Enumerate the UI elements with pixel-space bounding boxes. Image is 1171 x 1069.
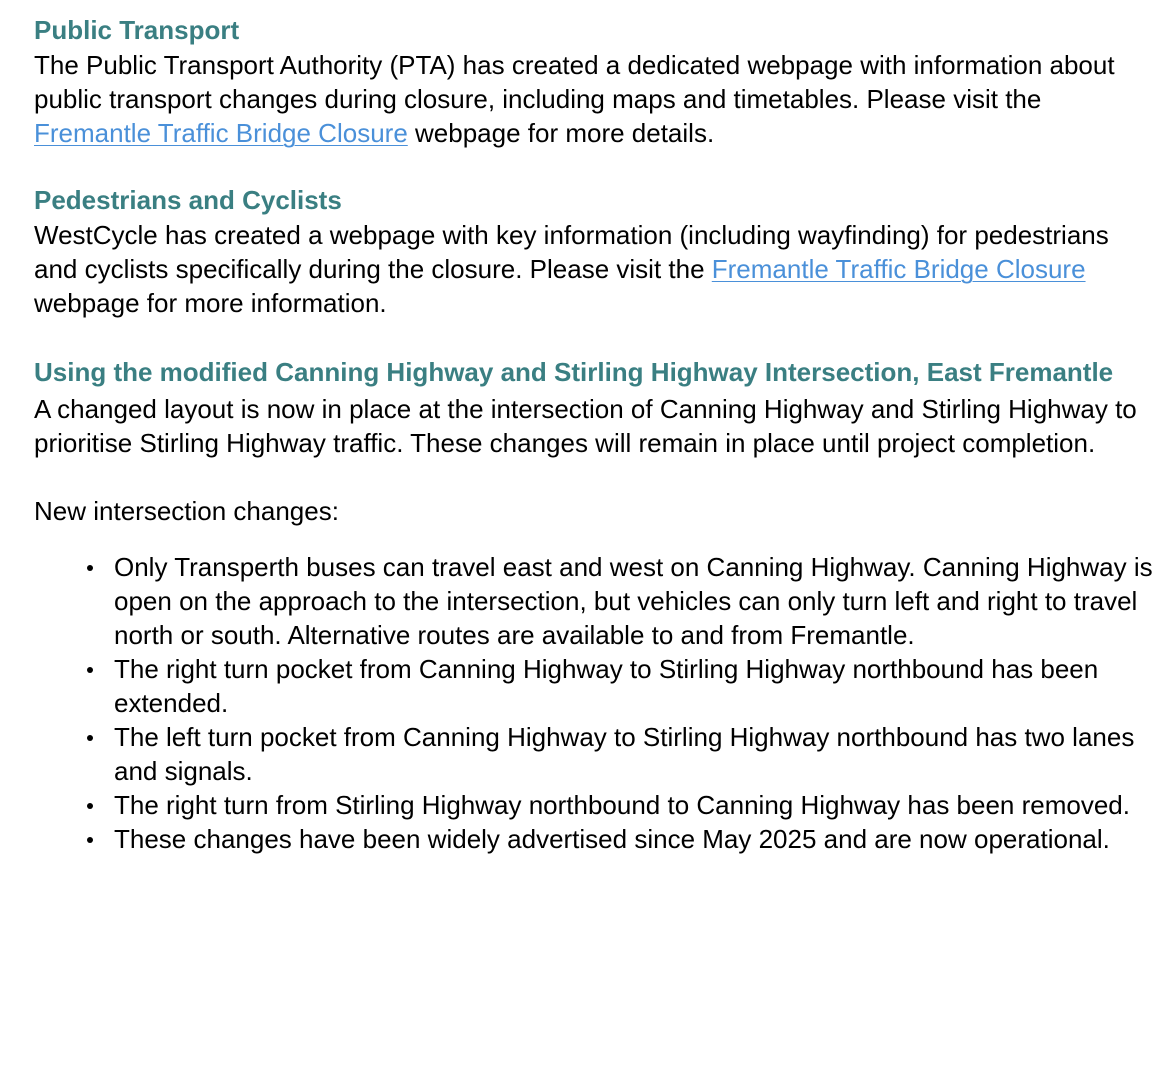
list-item: Only Transperth buses can travel east and west on Canning Highway. Canning Highway is open on the approach to the intersection, but vehicles can only turn left and right to travel north or south. Alternative routes are available to and from Fremantle. [114,550,1159,652]
changes-intro: New intersection changes: [34,496,339,526]
public-transport-text: The Public Transport Authority (PTA) has created a dedicated webpage with information about public transport changes during closure, including maps and timetables. Please visit the [34,50,1115,114]
pedestrians-heading: Pedestrians and Cyclists [34,185,342,215]
intersection-section [34,352,1159,856]
changes-list [34,550,1159,856]
pedestrians-text: WestCycle has created a webpage with key information (including wayfinding) for pedestrians and cyclists specifically during the closure. Please visit the [34,220,1109,284]
pedestrians-text-end: webpage for more information. [34,288,387,318]
westcycle-bridge-closure-link[interactable]: Fremantle Traffic Bridge Closure [711,254,1086,284]
public-transport-text-end: webpage for more details. [407,118,715,148]
public-transport-section [34,12,1159,150]
public-transport-paragraph [34,48,1159,150]
pedestrians-paragraph [34,218,1159,320]
pedestrians-section [34,182,1159,320]
list-item: The left turn pocket from Canning Highway to Stirling Highway northbound has two lanes and signals. [114,720,1159,788]
list-item: These changes have been widely advertised since May 2025 and are now operational. [114,822,1159,856]
intersection-heading: Using the modified Canning Highway and Stirling Highway Intersection, East Fremantle [34,357,1114,387]
list-item: The right turn from Stirling Highway northbound to Canning Highway has been removed. [114,788,1159,822]
intersection-paragraph: A changed layout is now in place at the intersection of Canning Highway and Stirling Highway to prioritise Stirling Highway traffic. These changes will remain in place until project completion. [34,394,1137,458]
article-content [34,12,1159,856]
public-transport-heading: Public Transport [34,15,240,45]
pta-bridge-closure-link[interactable]: Fremantle Traffic Bridge Closure [34,118,408,148]
list-item: The right turn pocket from Canning Highway to Stirling Highway northbound has been extended. [114,652,1159,720]
